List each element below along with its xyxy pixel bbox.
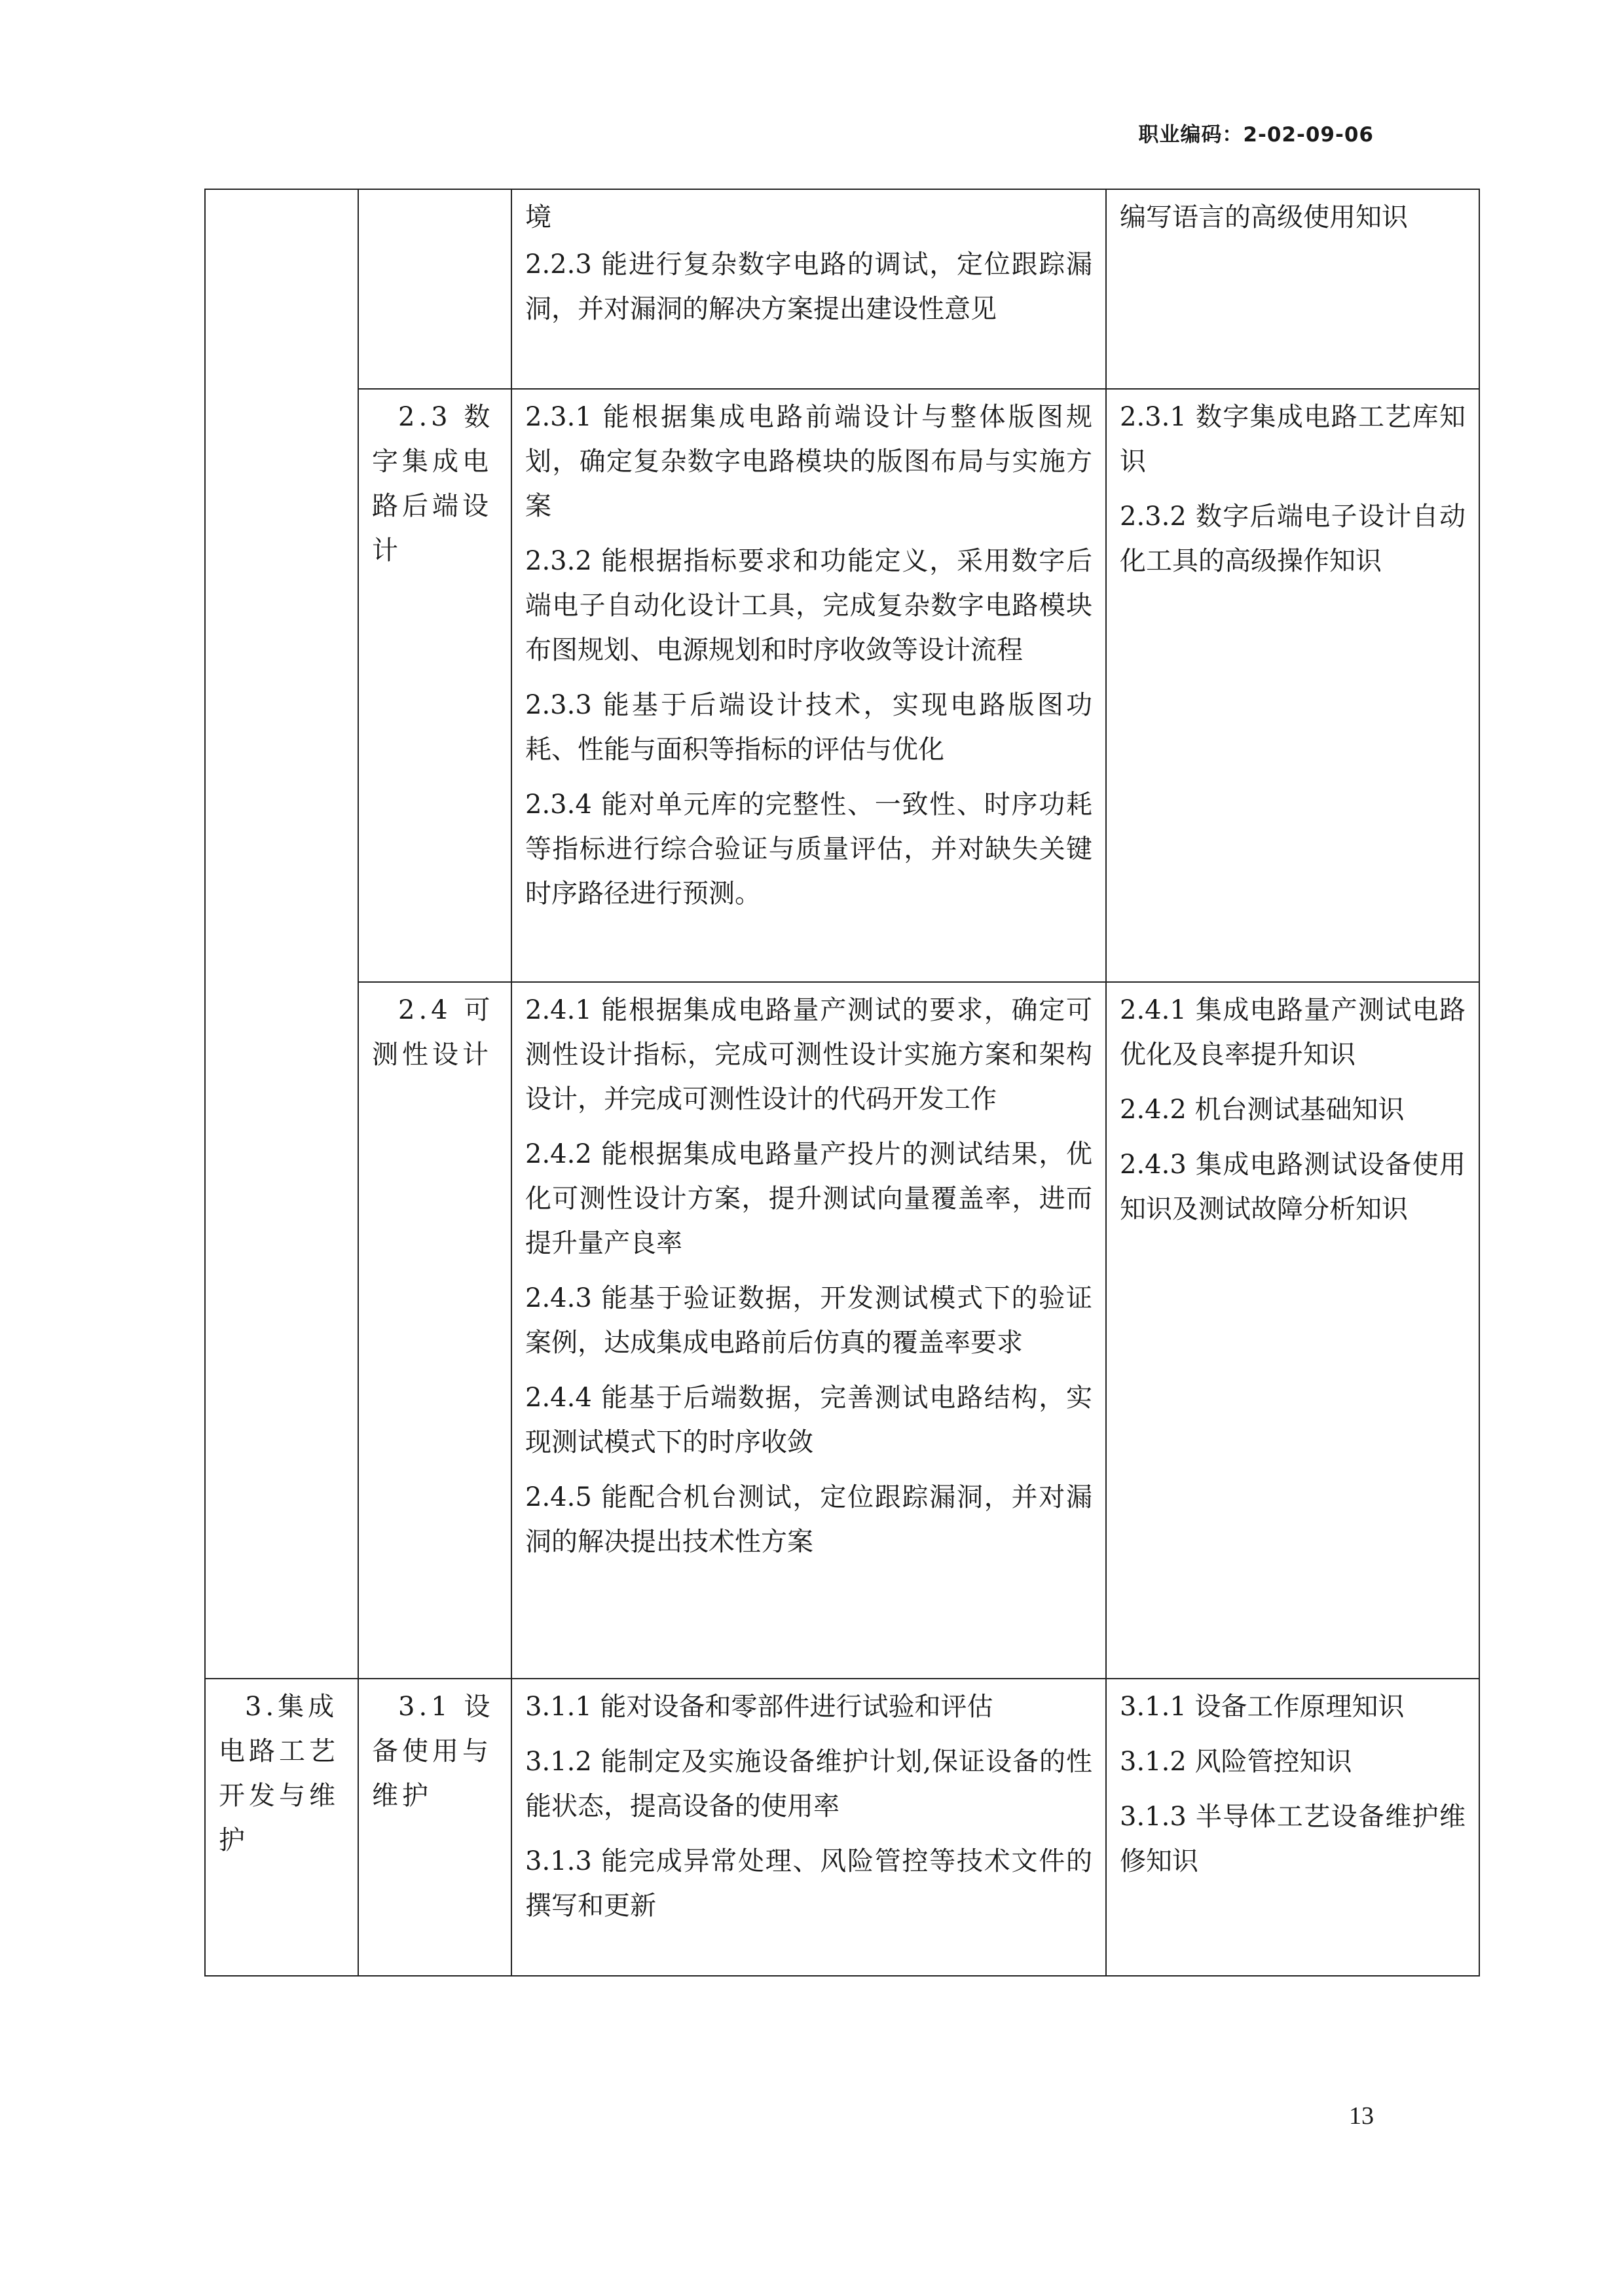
- skill-item: 境: [525, 202, 551, 232]
- knowledge-item: 2.3.2 数字后端电子设计自动化工具的高级操作知识: [1120, 501, 1466, 576]
- knowledge-item: 2.4.2 机台测试基础知识: [1120, 1095, 1405, 1125]
- related-knowledge-cell: [1106, 189, 1479, 389]
- table-row: [205, 389, 1479, 982]
- skill-item: 2.4.2 能根据集成电路量产投片的测试结果，优化可测性设计方案，提升测试向量覆盖率，进而提升量产良率: [525, 1139, 1092, 1258]
- skill-item: 2.3.3 能基于后端设计技术，实现电路版图功耗、性能与面积等指标的评估与优化: [525, 690, 1092, 765]
- work-content-cell: [358, 389, 511, 982]
- table-row: [205, 982, 1479, 1679]
- work-content-cell-continued: [358, 189, 511, 389]
- skill-requirements-cell: [511, 389, 1106, 982]
- page-number: 13: [1349, 2102, 1374, 2130]
- skill-requirements-table: [204, 189, 1480, 1977]
- skill-item: 2.3.1 能根据集成电路前端设计与整体版图规划，确定复杂数字电路模块的版图布局与实施方案: [525, 402, 1092, 521]
- skill-item: 2.3.2 能根据指标要求和功能定义，采用数字后端电子自动化设计工具，完成复杂数字电路模块布图规划、电源规划和时序收敛等设计流程: [525, 546, 1092, 665]
- knowledge-item: 3.1.3 半导体工艺设备维护维修知识: [1120, 1802, 1466, 1876]
- related-knowledge-cell: [1106, 982, 1479, 1679]
- function-cell-continued: [205, 189, 358, 1679]
- skill-requirements-cell: [511, 1679, 1106, 1976]
- skill-item: 2.4.4 能基于后端数据，完善测试电路结构，实现测试模式下的时序收敛: [525, 1383, 1092, 1457]
- skill-item: 2.4.1 能根据集成电路量产测试的要求，确定可测性设计指标，完成可测性设计实施方案和架构设计，并完成可测性设计的代码开发工作: [525, 995, 1092, 1114]
- skill-item: 2.4.5 能配合机台测试，定位跟踪漏洞，并对漏洞的解决提出技术性方案: [525, 1482, 1092, 1557]
- knowledge-item: 3.1.1 设备工作原理知识: [1120, 1692, 1405, 1722]
- table-row: [205, 1679, 1479, 1976]
- knowledge-item: 2.3.1 数字集成电路工艺库知识: [1120, 402, 1466, 477]
- knowledge-item: 2.4.1 集成电路量产测试电路优化及良率提升知识: [1120, 995, 1466, 1070]
- skill-item: 2.3.4 能对单元库的完整性、一致性、时序功耗等指标进行综合验证与质量评估，并对缺失关键时序路径进行预测。: [525, 790, 1092, 909]
- work-content-label: 3.1 设备使用与维护: [372, 1692, 494, 1811]
- skill-requirements-cell: [511, 189, 1106, 389]
- occupation-code: 职业编码：2-02-09-06: [1138, 123, 1374, 147]
- work-content-cell: [358, 982, 511, 1679]
- skill-item: 3.1.1 能对设备和零部件进行试验和评估: [525, 1692, 993, 1722]
- knowledge-item: 3.1.2 风险管控知识: [1120, 1747, 1352, 1777]
- work-content-label: 2.4 可测性设计: [372, 995, 494, 1070]
- related-knowledge-cell: [1106, 1679, 1479, 1976]
- function-cell: [205, 1679, 358, 1976]
- skill-item: 3.1.3 能完成异常处理、风险管控等技术文件的撰写和更新: [525, 1846, 1092, 1921]
- knowledge-item: 编写语言的高级使用知识: [1120, 202, 1408, 232]
- skill-item: 2.2.3 能进行复杂数字电路的调试，定位跟踪漏洞，并对漏洞的解决方案提出建设性意见: [525, 249, 1092, 324]
- related-knowledge-cell: [1106, 389, 1479, 982]
- work-content-label: 2.3 数字集成电路后端设计: [372, 402, 494, 566]
- knowledge-item: 2.4.3 集成电路测试设备使用知识及测试故障分析知识: [1120, 1150, 1466, 1224]
- skill-item: 3.1.2 能制定及实施设备维护计划,保证设备的性能状态，提高设备的使用率: [525, 1747, 1092, 1821]
- work-content-cell: [358, 1679, 511, 1976]
- function-label: 3.集成电路工艺开发与维护: [219, 1692, 339, 1855]
- skill-requirements-cell: [511, 982, 1106, 1679]
- table-row: [205, 189, 1479, 389]
- skill-item: 2.4.3 能基于验证数据，开发测试模式下的验证案例，达成集成电路前后仿真的覆盖率要求: [525, 1283, 1092, 1358]
